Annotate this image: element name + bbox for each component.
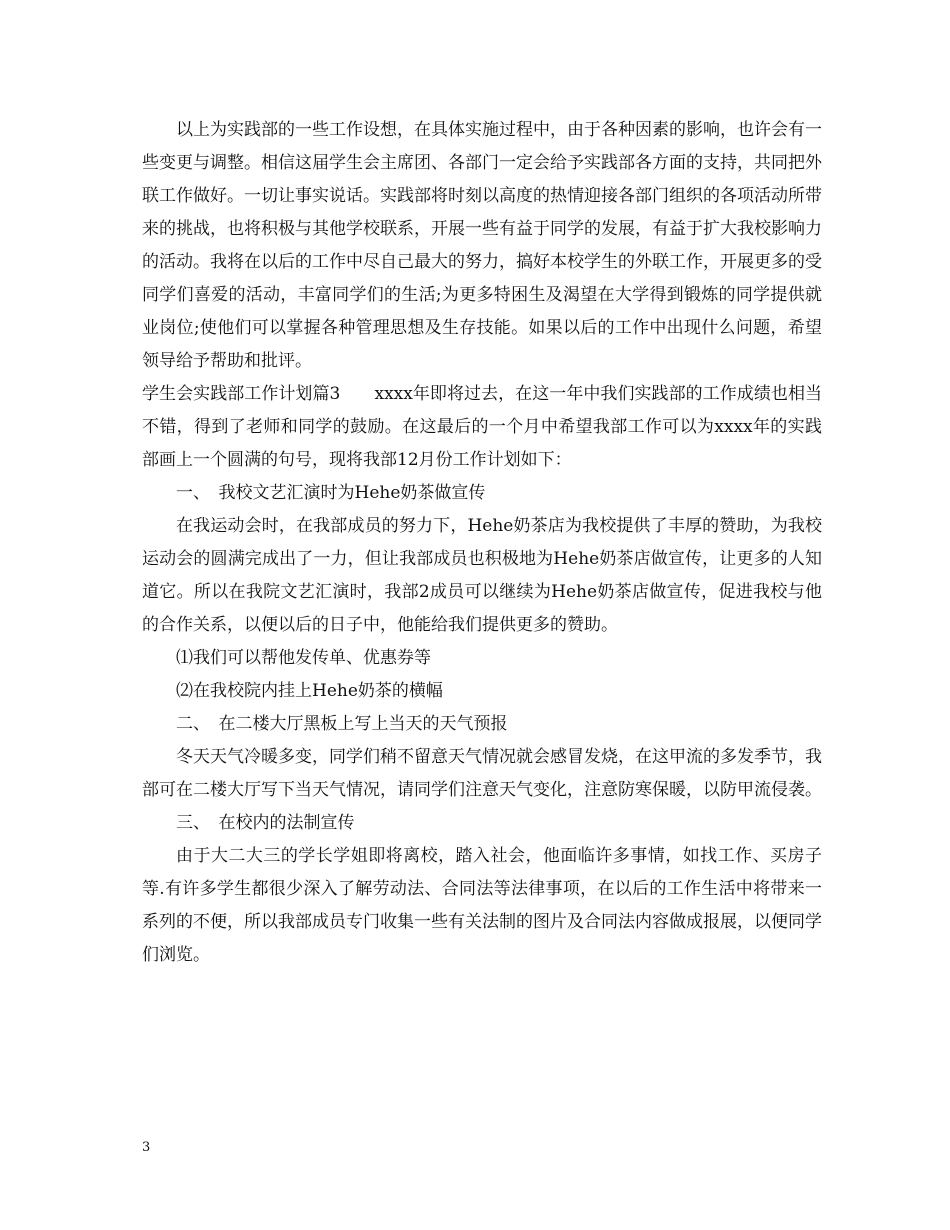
- page-number: 3: [142, 1140, 151, 1155]
- list-item-2: ⑵在我校院内挂上Hehe奶茶的横幅: [176, 681, 443, 701]
- heading-section-3: 三、 在校内的法制宣传: [176, 813, 355, 833]
- heading-section-2: 二、 在二楼大厅黑板上写上当天的天气预报: [176, 714, 508, 734]
- list-item-1: ⑴我们可以帮他发传单、优惠券等: [176, 648, 431, 668]
- paragraph-section-1: 在我运动会时，在我部成员的努力下，Hehe奶茶店为我校提供了丰厚的赞助，为我校运动会的圆满完成出了一力，但让我部成员也积极地为Hehe奶茶店做宣传，让更多的人知道它。所以在我院文艺汇演时，我部2成员可以继续为Hehe奶茶店做宣传，促进我校与他的合作关系，以便以后的日子中，他能给我们提供更多的赞助。: [142, 516, 822, 635]
- paragraph-summary: 以上为实践部的一些工作设想，在具体实施过程中，由于各种因素的影响，也许会有一些变更与调整。相信这届学生会主席团、各部门一定会给予实践部各方面的支持，共同把外联工作做好。一切让事实说话。实践部将时刻以高度的热情迎接各部门组织的各项活动所带来的挑战，也将积极与其他学校联系，开展一些有益于同学的发展，有益于扩大我校影响力的活动。我将在以后的工作中尽自己最大的努力，搞好本校学生的外联工作，开展更多的受同学们喜爱的活动，丰富同学们的生活;为更多特困生及渴望在大学得到锻炼的同学提供就业岗位;使他们可以掌握各种管理思想及生存技能。如果以后的工作中出现什么问题，希望领导给予帮助和批评。: [142, 120, 822, 371]
- document-body: [142, 114, 822, 972]
- heading-section-1: 一、 我校文艺汇演时为Hehe奶茶做宣传: [176, 483, 486, 503]
- paragraph-section-2: 冬天天气冷暖多变，同学们稍不留意天气情况就会感冒发烧，在这甲流的多发季节，我部可在二楼大厅写下当天气情况，请同学们注意天气变化，注意防寒保暖，以防甲流侵袭。: [142, 747, 822, 800]
- paragraph-section-3: 由于大二大三的学长学姐即将离校，踏入社会，他面临许多事情，如找工作、买房子等.有许多学生都很少深入了解劳动法、合同法等法律事项，在以后的工作生活中将带来一系列的不便，所以我部成员专门收集一些有关法制的图片及合同法内容做成报展，以便同学们浏览。: [142, 846, 822, 965]
- paragraph-plan-intro: 学生会实践部工作计划篇3 xxxx年即将过去，在这一年中我们实践部的工作成绩也相当不错，得到了老师和同学的鼓励。在这最后的一个月中希望我部工作可以为xxxx年的实践部画上一个圆满的句号，现将我部12月份工作计划如下：: [142, 384, 822, 470]
